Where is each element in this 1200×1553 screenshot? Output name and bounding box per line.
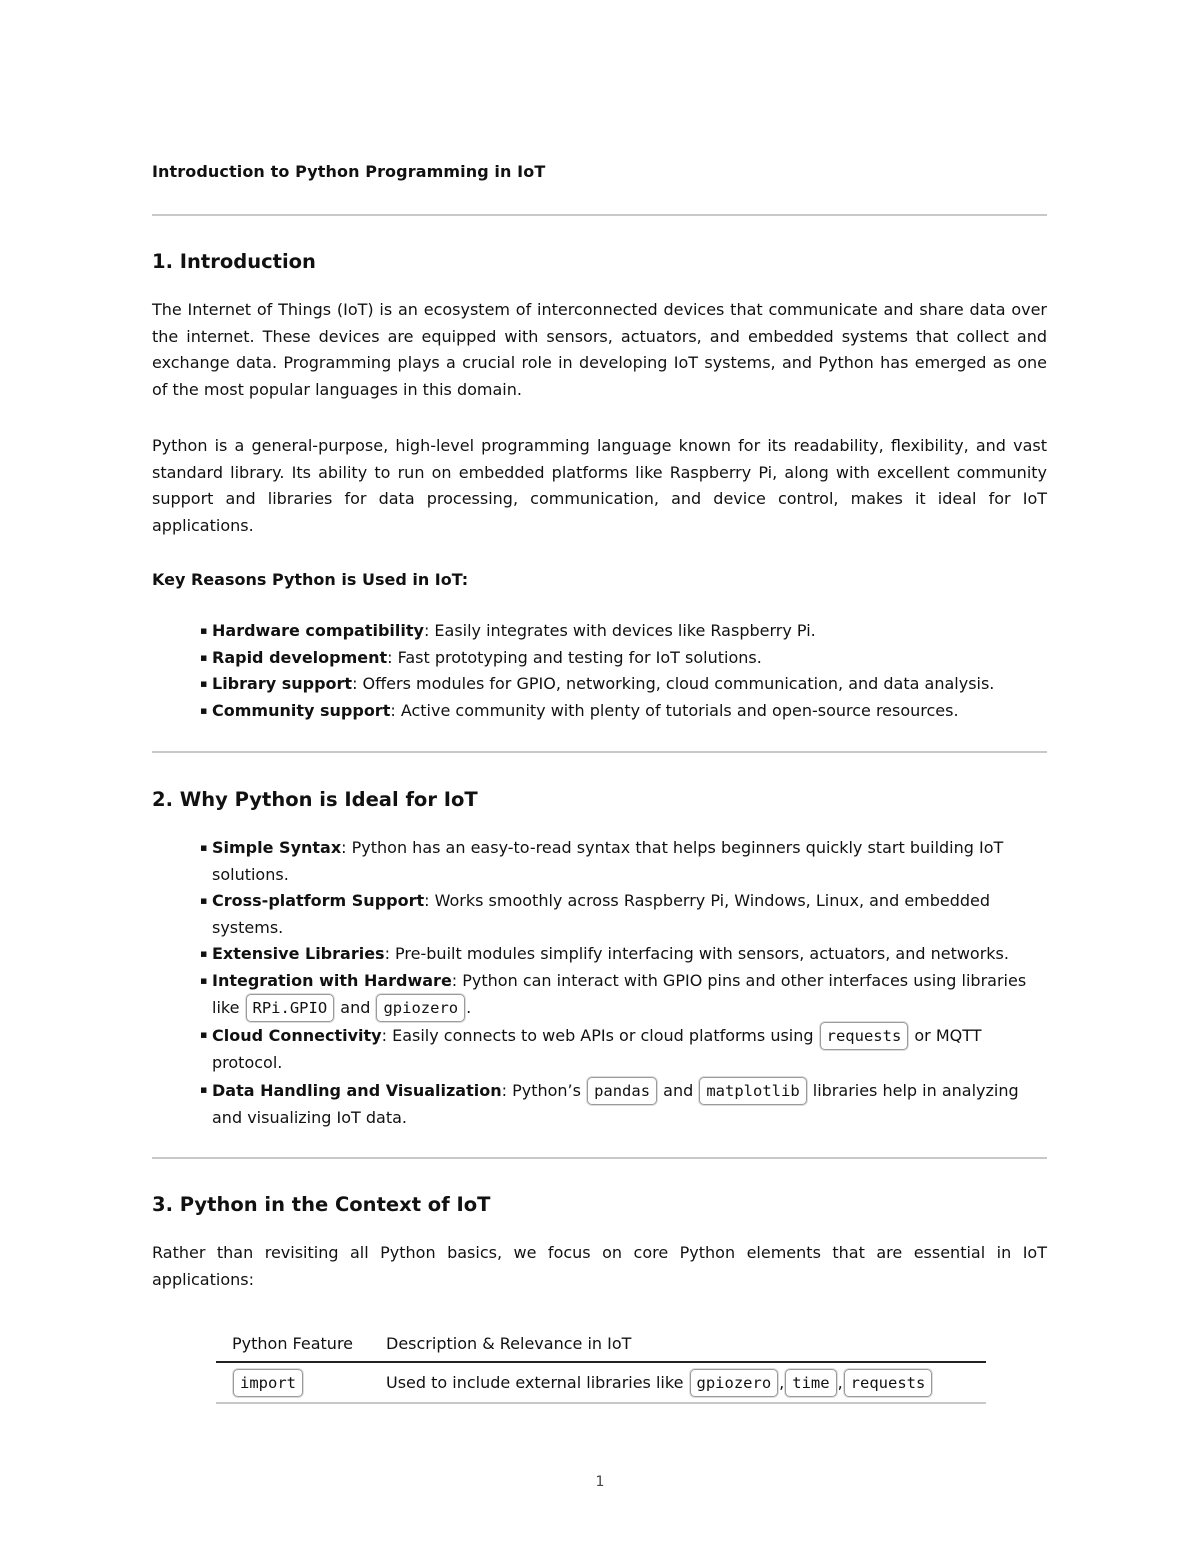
- list-item: [200, 835, 1040, 888]
- list-item-text: : Pre-built modules simplify interfacing with sensors, actuators, and networks.: [384, 944, 1009, 963]
- table-header-feature: Python Feature: [216, 1330, 370, 1362]
- table-cell-description: [370, 1362, 986, 1403]
- inline-code: RPi.GPIO: [246, 994, 335, 1022]
- list-item-text: : Easily connects to web APIs or cloud platforms using: [381, 1026, 819, 1045]
- table-row: [216, 1362, 986, 1403]
- list-item-text: : Python’s: [501, 1080, 587, 1100]
- divider: [152, 1157, 1047, 1159]
- inline-code: time: [785, 1369, 836, 1397]
- list-item-term: Library support: [212, 674, 353, 693]
- table-header-row: [216, 1330, 986, 1362]
- inline-code: matplotlib: [699, 1077, 806, 1105]
- cell-separator: ,: [837, 1373, 843, 1392]
- list-item: [200, 671, 1040, 698]
- key-reasons-list: [200, 618, 1040, 724]
- list-item-term: Data Handling and Visualization: [212, 1080, 502, 1100]
- inline-code: gpiozero: [376, 994, 465, 1022]
- list-item-text: : Works smoothly across Raspberry Pi, Windows, Linux, and embedded systems.: [212, 891, 991, 937]
- list-item-term: Hardware compatibility: [212, 621, 424, 640]
- cell-text: Used to include external libraries like: [386, 1373, 689, 1392]
- section-1-heading: 1. Introduction: [152, 250, 316, 273]
- list-item-text: and: [658, 1080, 699, 1100]
- list-item: [200, 1077, 1040, 1132]
- inline-code: requests: [844, 1369, 933, 1397]
- list-item-text: or MQTT protocol.: [212, 1026, 982, 1072]
- section-3-heading: 3. Python in the Context of IoT: [152, 1193, 491, 1216]
- why-python-list: [200, 835, 1040, 1131]
- table-header-description: Description & Relevance in IoT: [370, 1330, 986, 1362]
- list-item-term: Rapid development: [212, 647, 388, 667]
- list-item-term: Integration with Hardware: [212, 970, 452, 990]
- list-item-term: Cross-platform Support: [212, 891, 425, 910]
- list-item-text: : Easily integrates with devices like Raspberry Pi.: [423, 621, 816, 640]
- document-title: Introduction to Python Programming in IoT: [152, 162, 546, 181]
- cell-separator: ,: [779, 1373, 785, 1392]
- list-item-term: Cloud Connectivity: [212, 1026, 382, 1045]
- list-item: [200, 941, 1040, 968]
- inline-code: pandas: [587, 1077, 657, 1105]
- list-item-text: .: [466, 998, 472, 1017]
- page-number: 1: [595, 1474, 605, 1490]
- table-cell-feature: [216, 1362, 370, 1403]
- list-item: [200, 888, 1040, 941]
- inline-code: requests: [820, 1022, 909, 1050]
- list-item-text: : Offers modules for GPIO, networking, cloud communication, and data analysis.: [352, 674, 995, 693]
- list-item-text: libraries help in analyzing and visualizing IoT data.: [212, 1080, 1019, 1127]
- list-item-text: : Python has an easy-to-read syntax that helps beginners quickly start building IoT solutions.: [212, 838, 1004, 884]
- intro-paragraph-1: The Internet of Things (IoT) is an ecosystem of interconnected devices that communicate and share data over the internet. These devices are equipped with sensors, actuators, and embedded systems that collect and exchange data. Programming plays a crucial role in developing IoT systems, and Python has emerged as one of the most popular languages in this domain.: [152, 300, 1047, 399]
- list-item: [200, 968, 1040, 1023]
- inline-code: import: [233, 1369, 303, 1397]
- list-item: [200, 618, 1040, 645]
- key-reasons-heading: Key Reasons Python is Used in IoT:: [152, 570, 469, 589]
- list-item-text: : Python can interact with GPIO pins and other interfaces using libraries like: [212, 970, 1027, 1017]
- inline-code: gpiozero: [690, 1369, 779, 1397]
- python-features-table: [216, 1330, 986, 1404]
- list-item: [200, 698, 1040, 725]
- list-item-text: and: [335, 998, 376, 1017]
- section-3-paragraph: Rather than revisiting all Python basics, we focus on core Python elements that are essential in IoT applications:: [152, 1243, 1047, 1289]
- list-item-text: : Active community with plenty of tutorials and open-source resources.: [390, 700, 959, 720]
- list-item-term: Simple Syntax: [212, 838, 342, 857]
- divider: [152, 751, 1047, 753]
- section-2-heading: 2. Why Python is Ideal for IoT: [152, 788, 478, 811]
- list-item: [200, 645, 1040, 672]
- list-item-text: : Fast prototyping and testing for IoT solutions.: [387, 647, 762, 667]
- intro-paragraph-2: Python is a general-purpose, high-level programming language known for its readability, flexibility, and vast standard library. Its ability to run on embedded platforms like Raspberry Pi, along with excellent community support and libraries for data processing, communication, and device control, makes it ideal for IoT applications.: [152, 436, 1047, 535]
- list-item: [200, 1022, 1040, 1077]
- list-item-term: Extensive Libraries: [212, 944, 385, 963]
- list-item-term: Community support: [212, 700, 391, 720]
- divider: [152, 214, 1047, 216]
